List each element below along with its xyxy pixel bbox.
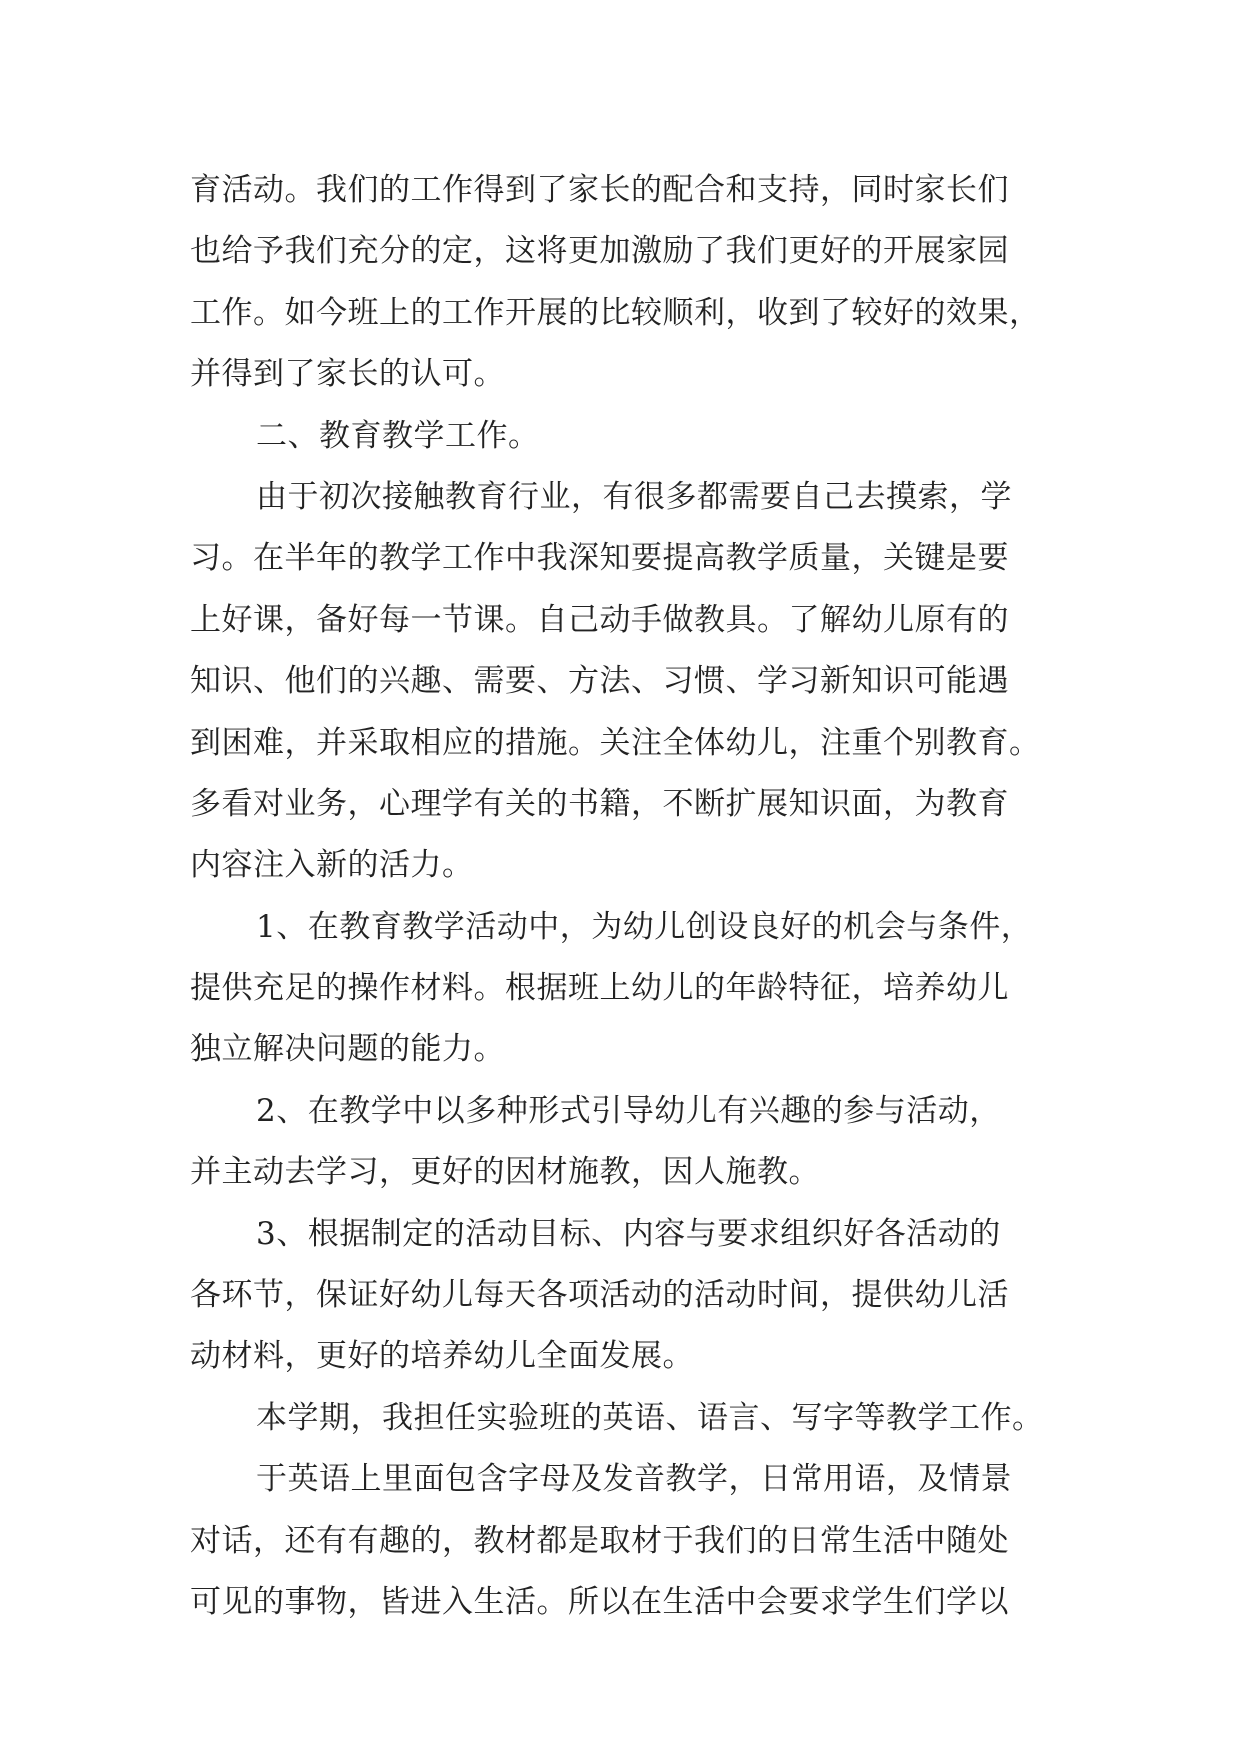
text-line: 并得到了家长的认可。 — [190, 356, 505, 393]
text-line: 于英语上里面包含字母及发音教学，日常用语，及情景 — [256, 1461, 1012, 1498]
text-line: 对话，还有有趣的，教材都是取材于我们的日常生活中随处 — [190, 1522, 1009, 1559]
text-line: 工作。如今班上的工作开展的比较顺利，收到了较好的效果， — [190, 294, 1041, 331]
text-line: 也给予我们充分的定，这将更加激励了我们更好的开展家园 — [190, 233, 1009, 270]
text-line: 本学期，我担任实验班的英语、语言、写字等教学工作。 — [256, 1399, 1044, 1436]
text-line: 知识、他们的兴趣、需要、方法、习惯、学习新知识可能遇 — [190, 663, 1009, 700]
document-body — [190, 160, 1070, 1633]
text-line: 育活动。我们的工作得到了家长的配合和支持，同时家长们 — [190, 172, 1009, 208]
text-line: 上好课，备好每一节课。自己动手做教具。了解幼儿原有的 — [190, 601, 1009, 638]
text-line: 各环节，保证好幼儿每天各项活动的活动时间，提供幼儿活 — [190, 1277, 1009, 1314]
text-line: 可见的事物，皆进入生活。所以在生活中会要求学生们学以 — [190, 1583, 1009, 1620]
text-line: 提供充足的操作材料。根据班上幼儿的年龄特征，培养幼儿 — [190, 970, 1009, 1007]
list-item-3: 3、根据制定的活动目标、内容与要求组织好各活动的 — [256, 1215, 1001, 1252]
text-line: 动材料，更好的培养幼儿全面发展。 — [190, 1338, 694, 1375]
text-line: 并主动去学习，更好的因材施教，因人施教。 — [190, 1154, 820, 1191]
text-line: 到困难，并采取相应的措施。关注全体幼儿，注重个别教育。 — [190, 724, 1041, 761]
list-item-2: 2、在教学中以多种形式引导幼儿有兴趣的参与活动， — [256, 1092, 1001, 1129]
text-line: 习。在半年的教学工作中我深知要提高教学质量，关键是要 — [190, 540, 1009, 577]
text-line: 独立解决问题的能力。 — [190, 1031, 505, 1068]
list-item-1: 1、在教育教学活动中，为幼儿创设良好的机会与条件， — [256, 908, 1033, 945]
text-line: 内容注入新的活力。 — [190, 847, 474, 884]
text-line: 多看对业务，心理学有关的书籍，不断扩展知识面，为教育 — [190, 785, 1009, 822]
text-line: 由于初次接触教育行业，有很多都需要自己去摸索，学 — [256, 478, 1012, 515]
section-heading: 二、教育教学工作。 — [256, 417, 540, 454]
